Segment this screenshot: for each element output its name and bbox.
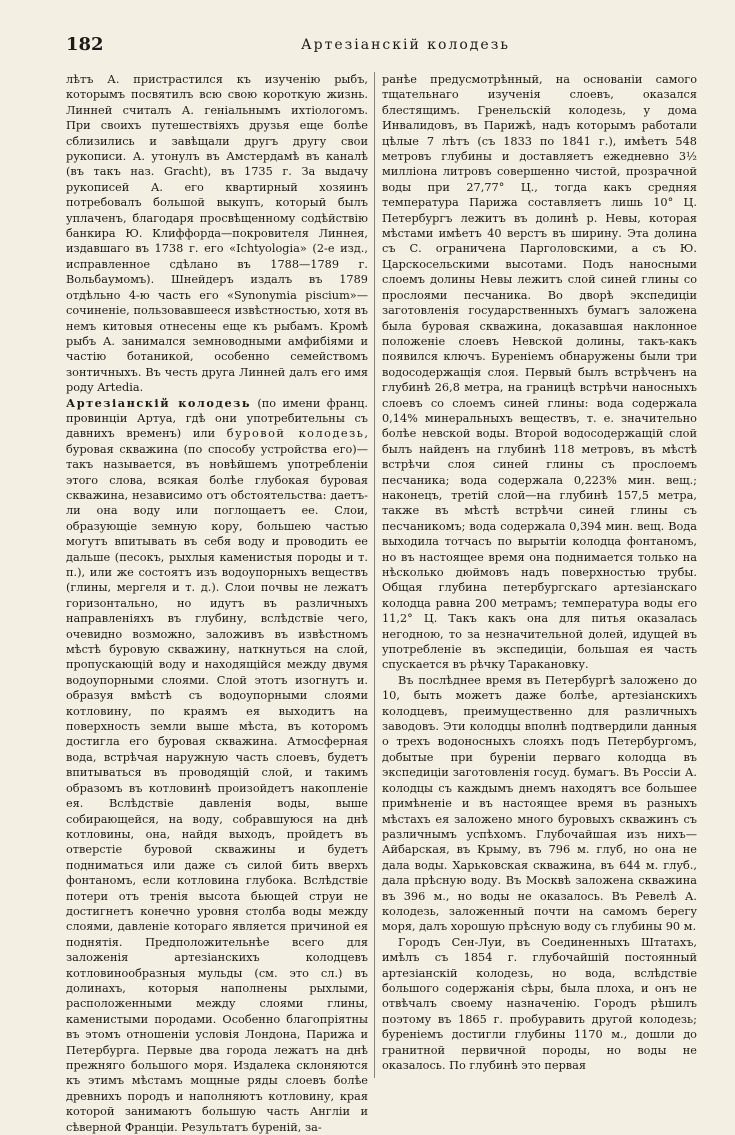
artedi-paragraph: лѣтъ А. пристрастился къ изученію рыбъ, которымъ посвятилъ всю свою короткую жизнь. Линней считалъ А. геніальнымъ ихтіологомъ. При своихъ путешествіяхъ друзья еще болѣе сблизились и завѣщали другъ другу свои рукописи. А. утонулъ въ Амстердамѣ въ каналѣ (въ такъ наз. Gracht), въ 1735 г. За выдачу рукописей А. его квартирный хозяинъ потребовалъ большой выкупъ, который былъ уплаченъ, благодаря просвѣщенному содѣйствію банкира Ю. Клиффорда—покровителя Линнея, издавшаго въ 1738 г. его «Ichtyologia» (2-е изд., исправленное сдѣлано въ 1788—1789 г. Вольбаумомъ). Шнейдеръ издалъ въ 1789 отдѣльно 4-ю часть его «Synonymia piscium»—сочиненіе, пользовавшееся извѣстностью, хотя въ немъ китовыя отнесены еще къ рыбамъ. Кромѣ рыбъ А. занимался земноводными амфибіями и частію ботаникой, особенно семействомъ зонтичныхъ. Въ честь друга Линней далъ его имя роду Artedia. xyxy=(66,73,368,395)
running-title: Артезіанскій колодезь xyxy=(301,37,510,53)
column-divider xyxy=(374,72,375,1078)
page-number: 182 xyxy=(66,34,104,55)
right-column xyxy=(382,72,697,1073)
article-term: Артезіанскій колодезь xyxy=(66,395,252,410)
right-paragraph-3: Городъ Сен-Луи, въ Соединенныхъ Штатахъ, имѣлъ съ 1854 г. глубочайшій постоянный артезіанскій колодезь, но вода, вслѣдствіе большого содержанія сѣры, была плоха, и онъ не отвѣчалъ своему назначенію. Городъ рѣшилъ поэтому въ 1865 г. пробуравить другой колодезь; буреніемъ достигли глубины 1170 м., дошли до гранитной первичной породы, но воды не оказалось. По глубинѣ это первая xyxy=(382,935,697,1072)
right-paragraph-2: Въ послѣднее время въ Петербургѣ заложено до 10, быть можетъ даже болѣе, артезіанскихъ колодцевъ, преимущественно для различныхъ заводовъ. Эти колодцы вполнѣ подтвердили данныя о трехъ водоносныхъ слояхъ подъ Петербургомъ, добытые при буреніи перваго колодца въ экспедиціи заготовленія госуд. бумагъ. Въ Россіи А. колодцы съ каждымъ днемъ находятъ все большее примѣненіе и въ настоящее время въ разныхъ мѣстахъ ея заложено много буровыхъ скважинъ съ различнымъ успѣхомъ. Глубочайшая изъ нихъ—Айбарская, въ Крыму, въ 796 м. глуб, но она не дала воды. Харьковская скважина, въ 644 м. глуб., дала прѣсную воду. Въ Москвѣ заложена скважина въ 396 м., но воды не оказалось. Въ Ревелѣ А. колодезь, заложенный почти на самомъ берегу моря, далъ хорошую прѣсную воду съ глубины 90 м. xyxy=(382,673,697,934)
article-text-b: , буровая скважина (по способу устройства его)—такъ называется, въ новѣйшемъ употребленіи этого слова, всякая болѣе глубокая буровая скважина, независимо отъ обстоятельства: даетъ-ли она воду или поглощаетъ ее. Слои, образующіе земную кору, большею частью могутъ впитывать въ себя воду и проводить ее дальше (песокъ, рыхлыя каменистыя породы и т. п.), или же состоятъ изъ водоупорныхъ веществъ (глины, мергеля и т. д.). Слои почвы не лежатъ горизонтально, но идутъ въ различныхъ направленіяхъ въ глубину, вслѣдствіе чего, очевидно возможно, заложивъ въ извѣстномъ мѣстѣ буровую скважину, наткнуться на слой, пропускающій воду и находящійся между двумя водоупорными слоями. Слой этотъ изогнутъ и. образуя вмѣстѣ съ водоупорными слоями котловину, по краямъ ея выходитъ на поверхность земли выше мѣста, въ которомъ достигла его буровая скважина. Атмосферная вода, встрѣчая наружную часть слоевъ, будетъ впитываться въ проводящій слой, и такимъ образомъ въ котловинѣ произойдетъ накопленіе ея. Вслѣдствіе давленія воды, выше собирающейся, на воду, собравшуюся на днѣ котловины, она, найдя выходъ, пройдетъ въ отверстіе буровой скважины и будетъ подниматься или даже съ силой бить вверхъ фонтаномъ, если котловина глубока. Вслѣдствіе потери отъ тренія высота бьющей струи не достигнетъ конечно уровня столба воды между слоями, давленіе котораго является причиной ея поднятія. Предположительнѣе всего для заложенія артезіанскихъ колодцевъ котловинообразныя мульды (см. это сл.) въ долинахъ, которыя наполнены рыхлыми, расположенными между слоями глины, каменистыми породами. Особенно благопріятны въ этомъ отношеніи условія Лондона, Парижа и Петербурга. Первые два города лежатъ на днѣ прежняго большого моря. Издалека склоняются къ этимъ мѣстамъ мощные ряды слоевъ болѣе древнихъ породъ и наполняютъ котловину, края которой занимаютъ большую часть Англіи и сѣверной Франціи. Результатъ буреній, за- xyxy=(66,427,368,1134)
article-term-alt: буровой колодезь xyxy=(226,427,365,441)
article-text-a: (по имени франц. провинціи Артуа, гдѣ они употребительны съ давнихъ временъ) или xyxy=(66,396,368,441)
page-header xyxy=(66,34,705,60)
right-paragraph-1: ранѣе предусмотрѣнный, на основаніи самого тщательнаго изученія слоевъ, оказался блестящимъ. Гренельскій колодезь, у дома Инвалидовъ, въ Парижѣ, надъ которымъ работали цѣлые 7 лѣтъ (съ 1833 по 1841 г.), имѣетъ 548 метровъ глубины и доставляетъ ежедневно 3½ милліона литровъ совершенно чистой, прозрачной воды при 27,77° Ц., тогда какъ средняя температура Парижа составляетъ лишь 10° Ц. Петербургъ лежитъ въ долинѣ р. Невы, которая мѣстами имѣетъ 40 верстъ въ ширину. Эта долина съ С. ограничена Парголовскими, а съ Ю. Царскосельскими высотами. Подъ наносными слоемъ долины Невы лежитъ слой синей глины со прослоями песчаника. Во дворѣ экспедиціи заготовленія государственныхъ бумагъ заложена была буровая скважина, доказавшая наклонное положеніе слоевъ Невской долины, такъ-какъ появился ключъ. Буреніемъ обнаружены были три водосодержащія слоя. Первый былъ встрѣченъ на глубинѣ 26,8 метра, на границѣ встрѣчи наносныхъ слоевъ со слоемъ синей глины: вода содержала 0,14% минеральныхъ веществъ, т. е. значительно болѣе невской воды. Второй водосодержащій слой былъ найденъ на глубинѣ 118 метровъ, въ мѣстѣ встрѣчи слоя синей глины съ прослоемъ песчаника; вода содержала 0,223% мин. вещ.; наконецъ, третій слой—на глубинѣ 157,5 метра, также въ мѣстѣ встрѣчи синей глины съ песчаникомъ; вода содержала 0,394 мин. вещ. Вода выходила тотчасъ по вырытіи колодца фонтаномъ, но въ настоящее время она поднимается только на нѣсколько дюймовъ надъ поверхностью трубы. Общая глубина петербургскаго артезіанскаго колодца равна 200 метрамъ; температура воды его 11,2° Ц. Такъ какъ она для питья оказалась негодною, то за незначительной долей, идущей въ употребленіе въ экспедиціи, большая ея часть спускается въ рѣчку Таракановку. xyxy=(382,73,697,672)
left-column xyxy=(66,72,368,1135)
artesian-article-paragraph xyxy=(66,396,368,1135)
